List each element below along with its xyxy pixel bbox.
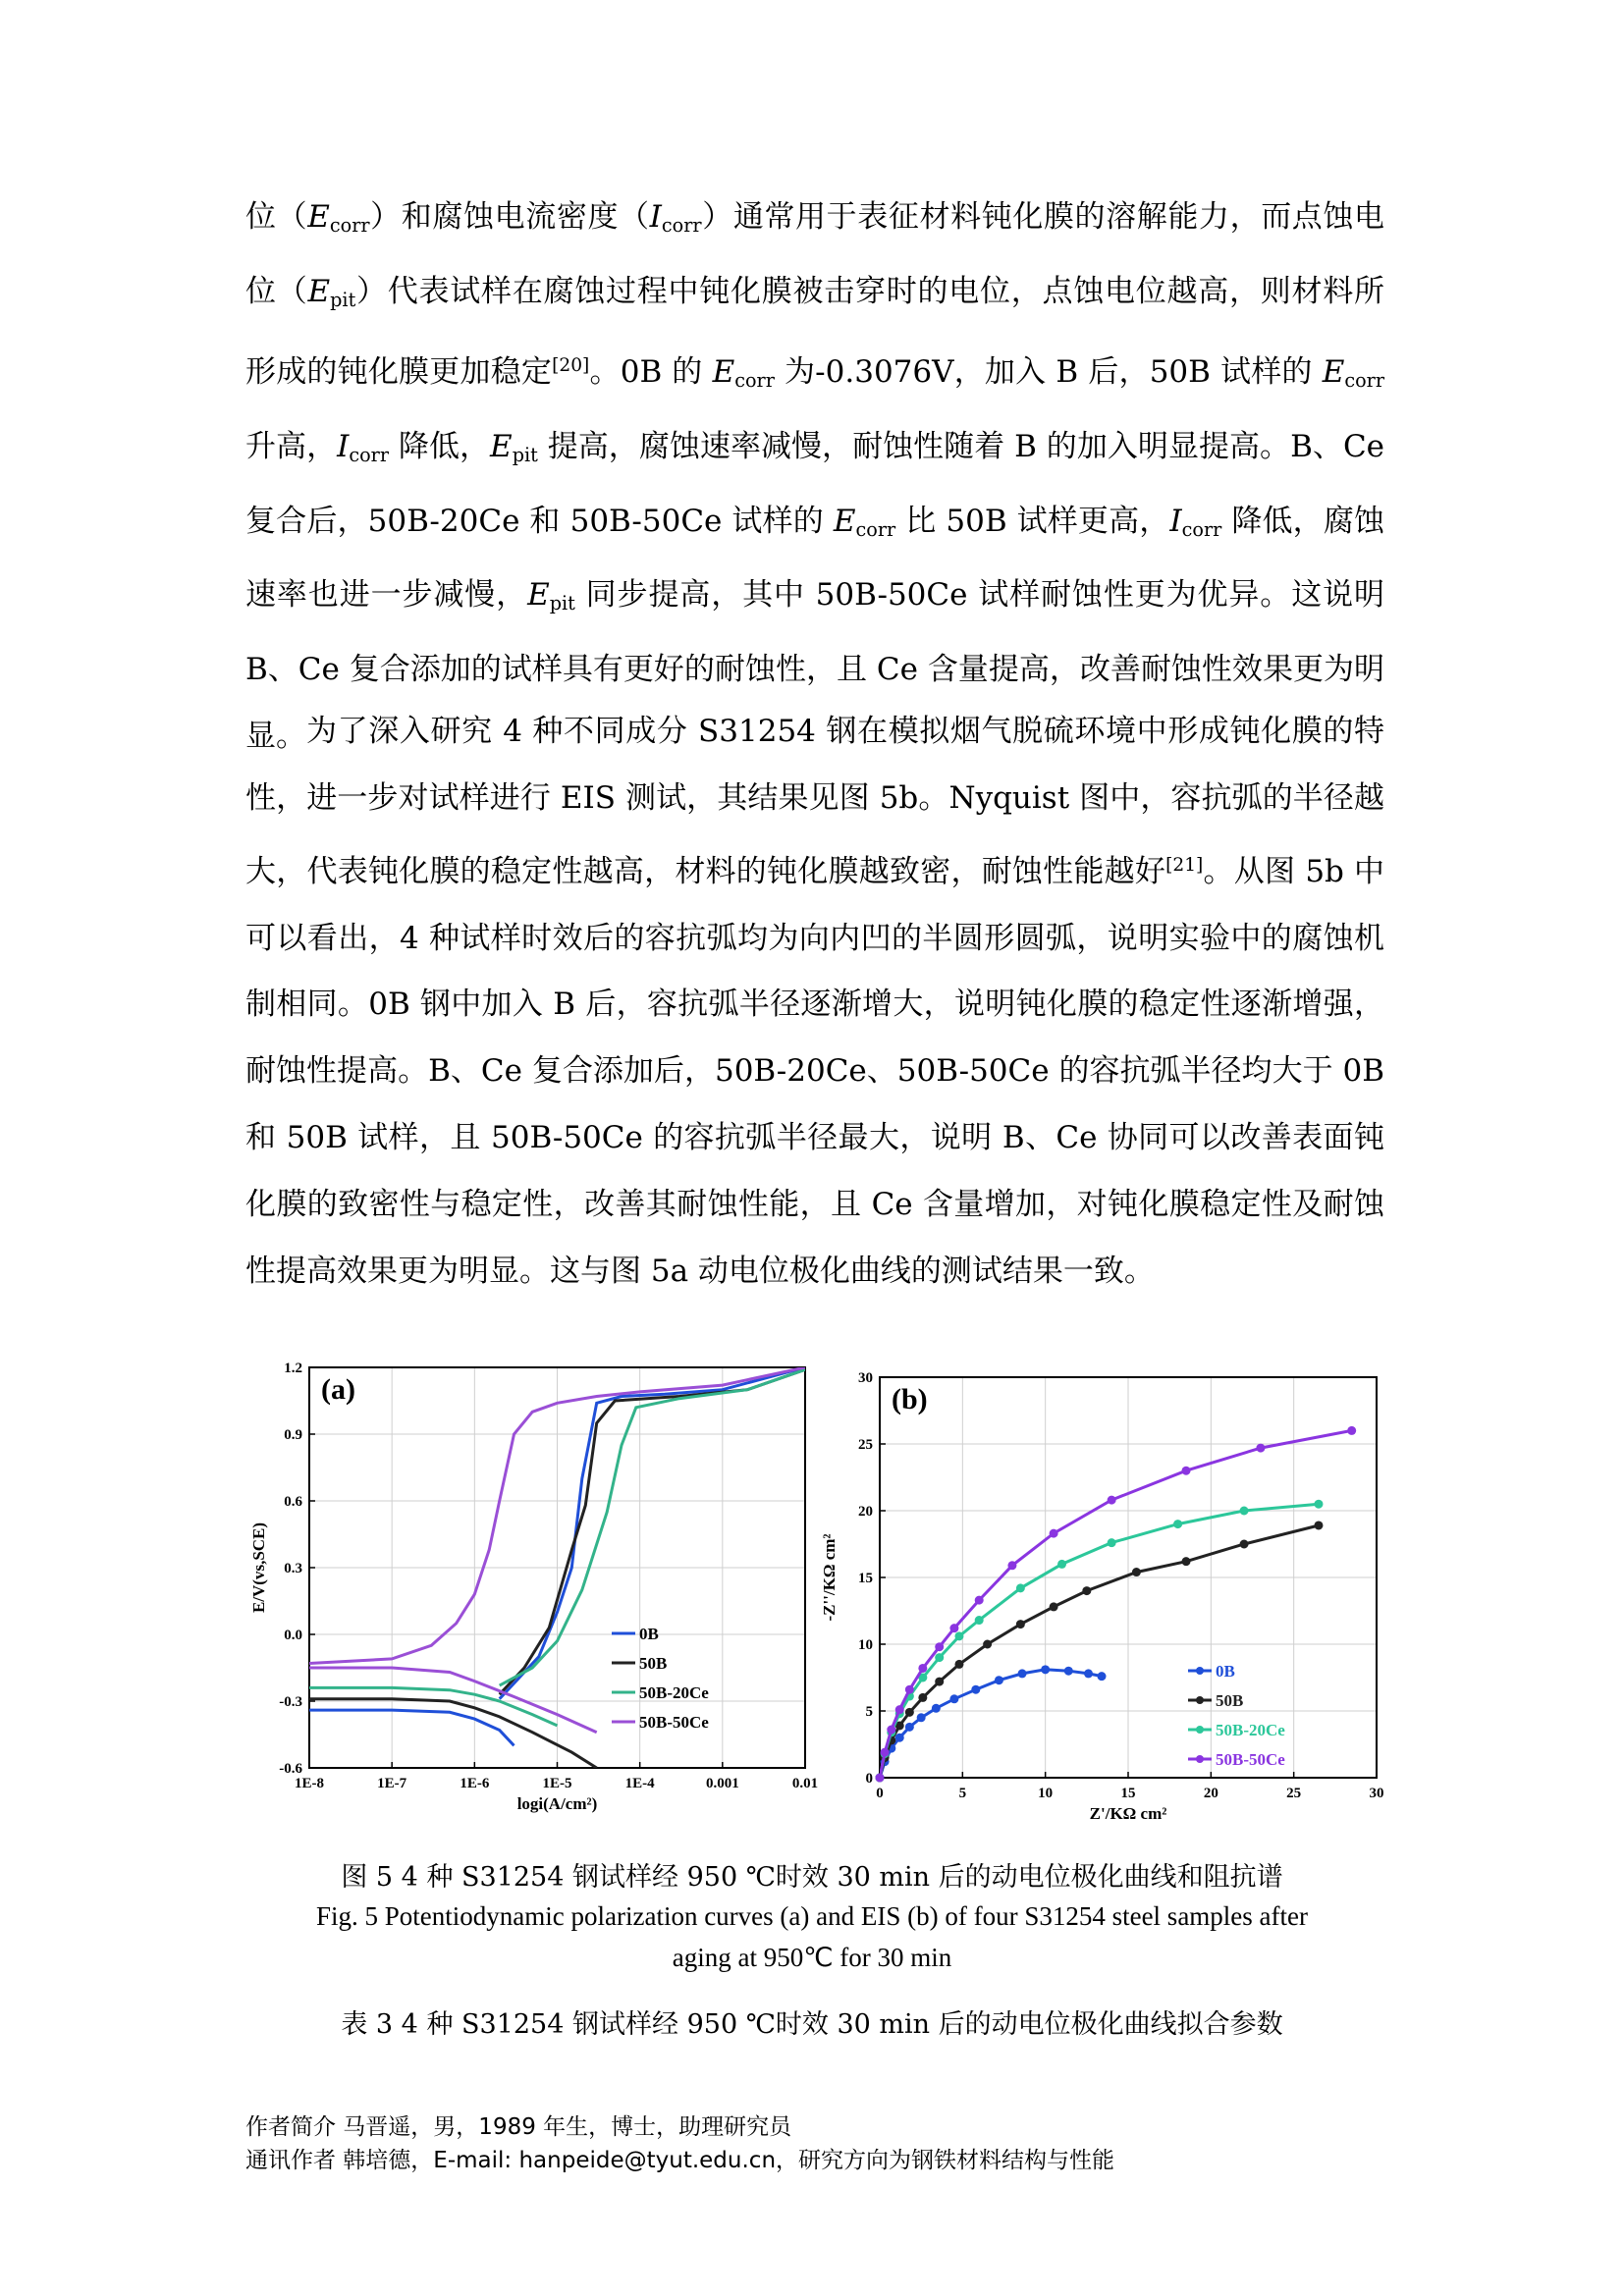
legend-label: 0B	[1216, 1662, 1235, 1681]
data-point-0B	[932, 1704, 941, 1713]
polarization-chart	[241, 1360, 820, 1811]
data-point-50B-20Ce	[1108, 1538, 1116, 1547]
data-point-50B	[905, 1708, 914, 1717]
data-point-50B-20Ce	[954, 1631, 963, 1640]
y-axis-label: -Z''/KΩ cm²	[820, 1533, 839, 1622]
data-point-50B-50Ce	[876, 1774, 885, 1783]
x-tick-label: 1E-6	[460, 1776, 490, 1791]
data-point-50B-50Ce	[1050, 1529, 1058, 1538]
figure-caption-en-line1: Fig. 5 Potentiodynamic polarization curves (a) and EIS (b) of four S31254 steel samples after	[316, 1901, 1308, 1931]
table-caption: 表 3 4 种 S31254 钢试样经 950 ℃时效 30 min 后的动电位极化曲线拟合参数	[341, 2009, 1283, 2040]
y-tick-label: 30	[858, 1370, 873, 1386]
data-point-50B-50Ce	[1182, 1467, 1191, 1475]
data-point-0B	[1084, 1669, 1093, 1678]
data-point-50B-20Ce	[1173, 1520, 1182, 1528]
data-point-50B-20Ce	[1016, 1583, 1025, 1592]
y-tick-label: 0.6	[284, 1494, 302, 1510]
x-tick-label: 0.01	[791, 1776, 819, 1791]
data-point-50B-50Ce	[881, 1748, 890, 1757]
figure-caption-en-line2: aging at 950℃ for 30 min	[672, 1943, 952, 1972]
data-point-50B	[918, 1693, 927, 1702]
data-point-50B-20Ce	[975, 1616, 984, 1625]
y-tick-label: 5	[865, 1704, 873, 1720]
legend-label: 50B-20Ce	[639, 1683, 709, 1702]
data-point-50B-50Ce	[949, 1624, 958, 1632]
data-point-50B	[1016, 1620, 1025, 1629]
x-tick-label: 25	[1286, 1786, 1302, 1801]
body-paragraph-1: 位$(E_{corr})$和腐蚀电流密度$(I_{corr})$通常用于表征材料钝化膜的溶解能力，而点蚀电位$(E_{pit})$代表试样在腐蚀过程中钝化膜被击穿时的电位，点蚀电位越高，则材料所形成的钝化膜更加稳定[20]。0B 的 $E_{corr}$ 为-0.3076V，加入 B 后，50B 试样的 $E_{corr}$ 升高，$I_{corr}$ 降低，$E_{pit}$ 提高，腐蚀速率减慢，耐蚀性随着 B 的加入明显提高。B、Ce 复合后，50B-20Ce 和 50B-50Ce 试样的 $E_{corr}$ 比 50B 试样更高，$I_{corr}$ 降低，腐蚀速率也进一步减慢，$E_{pit}$ 同步提高，其中 50B-50Ce 试样耐蚀性更为优异。这说明 B、Ce 复合添加的试样具有更好的耐蚀性，且 Ce 含量提高，改善耐蚀性效果更为明显。	[245, 199, 1385, 754]
panel-label: (a)	[321, 1373, 355, 1406]
figure-caption-cn: 图 5 4 种 S31254 钢试样经 950 ℃时效 30 min 后的动电位极化曲线和阻抗谱	[341, 1862, 1283, 1893]
legend-marker-0B	[1196, 1667, 1204, 1675]
legend-label: 0B	[639, 1625, 659, 1643]
legend-label: 50B	[639, 1654, 668, 1673]
x-tick-label: 5	[958, 1786, 967, 1801]
author-info: 作者简介 马晋遥，男，1989 年生，博士，助理研究员	[245, 2114, 792, 2140]
data-point-50B-20Ce	[935, 1653, 944, 1662]
x-tick-label: 1E-7	[377, 1776, 407, 1791]
data-point-50B-50Ce	[1108, 1496, 1116, 1505]
body-paragraph-2: 为了深入研究 4 种不同成分 S31254 钢在模拟烟气脱硫环境中形成钝化膜的特性，进一步对试样进行 EIS 测试，其结果见图 5b。Nyquist 图中，容抗弧的半径越大，代表钝化膜的稳定性越高，材料的钝化膜越致密，耐蚀性能越好[21]。从图 5b 中可以看出，4 种试样时效后的容抗弧均为向内凹的半圆形圆弧，说明实验中的腐蚀机制相同。0B 钢中加入 B 后，容抗弧半径逐渐增大，说明钝化膜的稳定性逐渐增强，耐蚀性提高。B、Ce 复合添加后，50B-20Ce、50B-50Ce 的容抗弧半径均大于 0B 和 50B 试样，且 50B-50Ce 的容抗弧半径最大，说明 B、Ce 协同可以改善表面钝化膜的致密性与稳定性，改善其耐蚀性能，且 Ce 含量增加，对钝化膜稳定性及耐蚀性提高效果更为明显。这与图 5a 动电位极化曲线的测试结果一致。	[245, 714, 1384, 1289]
y-tick-label: 15	[858, 1571, 873, 1586]
data-point-50B	[983, 1640, 992, 1649]
data-point-0B	[971, 1685, 980, 1694]
x-tick-label: 1E-5	[542, 1776, 572, 1791]
data-point-50B-20Ce	[1240, 1507, 1249, 1516]
data-point-50B	[1240, 1540, 1249, 1549]
y-tick-label: 0.3	[284, 1561, 302, 1576]
data-point-50B	[1182, 1557, 1191, 1566]
x-tick-label: 0.001	[705, 1776, 739, 1791]
y-tick-label: -0.3	[279, 1694, 302, 1710]
legend-label: 50B-50Ce	[1216, 1750, 1285, 1769]
legend-label: 50B-20Ce	[1216, 1721, 1285, 1739]
data-point-50B-50Ce	[1347, 1426, 1356, 1435]
data-point-0B	[995, 1676, 1003, 1684]
y-tick-label: -0.6	[279, 1761, 302, 1777]
data-point-50B-50Ce	[918, 1664, 927, 1673]
y-tick-label: 20	[858, 1504, 873, 1520]
data-point-50B-50Ce	[1007, 1561, 1016, 1570]
x-axis-label: Z'/KΩ cm²	[1089, 1804, 1167, 1823]
x-tick-label: 20	[1203, 1786, 1218, 1801]
data-point-0B	[905, 1723, 914, 1732]
y-tick-label: 25	[858, 1437, 873, 1453]
data-point-50B	[954, 1660, 963, 1669]
legend-label: 50B-50Ce	[639, 1713, 709, 1732]
legend-marker-50B-20Ce	[1196, 1726, 1204, 1734]
y-axis-label: E/V(vs,SCE)	[249, 1522, 268, 1614]
x-tick-label: 15	[1120, 1786, 1136, 1801]
panel-label: (b)	[892, 1383, 928, 1415]
citation-20: [20]	[552, 355, 590, 377]
x-tick-label: 1E-4	[624, 1776, 655, 1791]
data-point-0B	[1064, 1667, 1073, 1676]
data-point-50B-20Ce	[1057, 1560, 1066, 1569]
data-point-50B	[1050, 1602, 1058, 1611]
data-point-0B	[917, 1713, 926, 1722]
x-axis-label: logi(A/cm²)	[516, 1794, 598, 1813]
data-point-0B	[1041, 1665, 1050, 1674]
data-point-50B	[1314, 1521, 1323, 1529]
citation-21: [21]	[1165, 854, 1204, 876]
y-tick-label: 1.2	[284, 1361, 302, 1376]
eis-nyquist-chart	[820, 1360, 1394, 1823]
data-point-50B	[1082, 1586, 1091, 1595]
data-point-50B-50Ce	[975, 1596, 984, 1605]
data-point-0B	[949, 1694, 958, 1703]
data-point-0B	[1018, 1669, 1027, 1678]
data-point-50B-20Ce	[1314, 1500, 1323, 1509]
data-point-50B-50Ce	[905, 1685, 914, 1694]
legend-marker-50B	[1196, 1696, 1204, 1704]
data-point-50B-50Ce	[895, 1705, 904, 1714]
x-tick-label: 0	[876, 1786, 884, 1801]
data-point-50B-50Ce	[935, 1642, 944, 1651]
y-tick-label: 0	[865, 1771, 873, 1787]
x-tick-label: 10	[1038, 1786, 1054, 1801]
data-point-50B	[1132, 1568, 1141, 1576]
legend-marker-50B-50Ce	[1196, 1755, 1204, 1763]
y-tick-label: 0.9	[284, 1427, 302, 1443]
data-point-50B-50Ce	[1256, 1444, 1265, 1453]
legend-label: 50B	[1216, 1691, 1244, 1710]
y-tick-label: 0.0	[284, 1628, 302, 1643]
x-tick-label: 1E-8	[295, 1776, 324, 1791]
y-tick-label: 10	[858, 1637, 873, 1653]
data-point-0B	[895, 1734, 904, 1742]
data-point-50B	[935, 1678, 944, 1686]
corresponding-author: 通讯作者 韩培德，E-mail: hanpeide@tyut.edu.cn，研究方向为钢铁材料结构与性能	[245, 2148, 1115, 2173]
data-point-50B-50Ce	[887, 1726, 895, 1735]
data-point-0B	[1098, 1672, 1107, 1681]
x-tick-label: 30	[1369, 1786, 1384, 1801]
